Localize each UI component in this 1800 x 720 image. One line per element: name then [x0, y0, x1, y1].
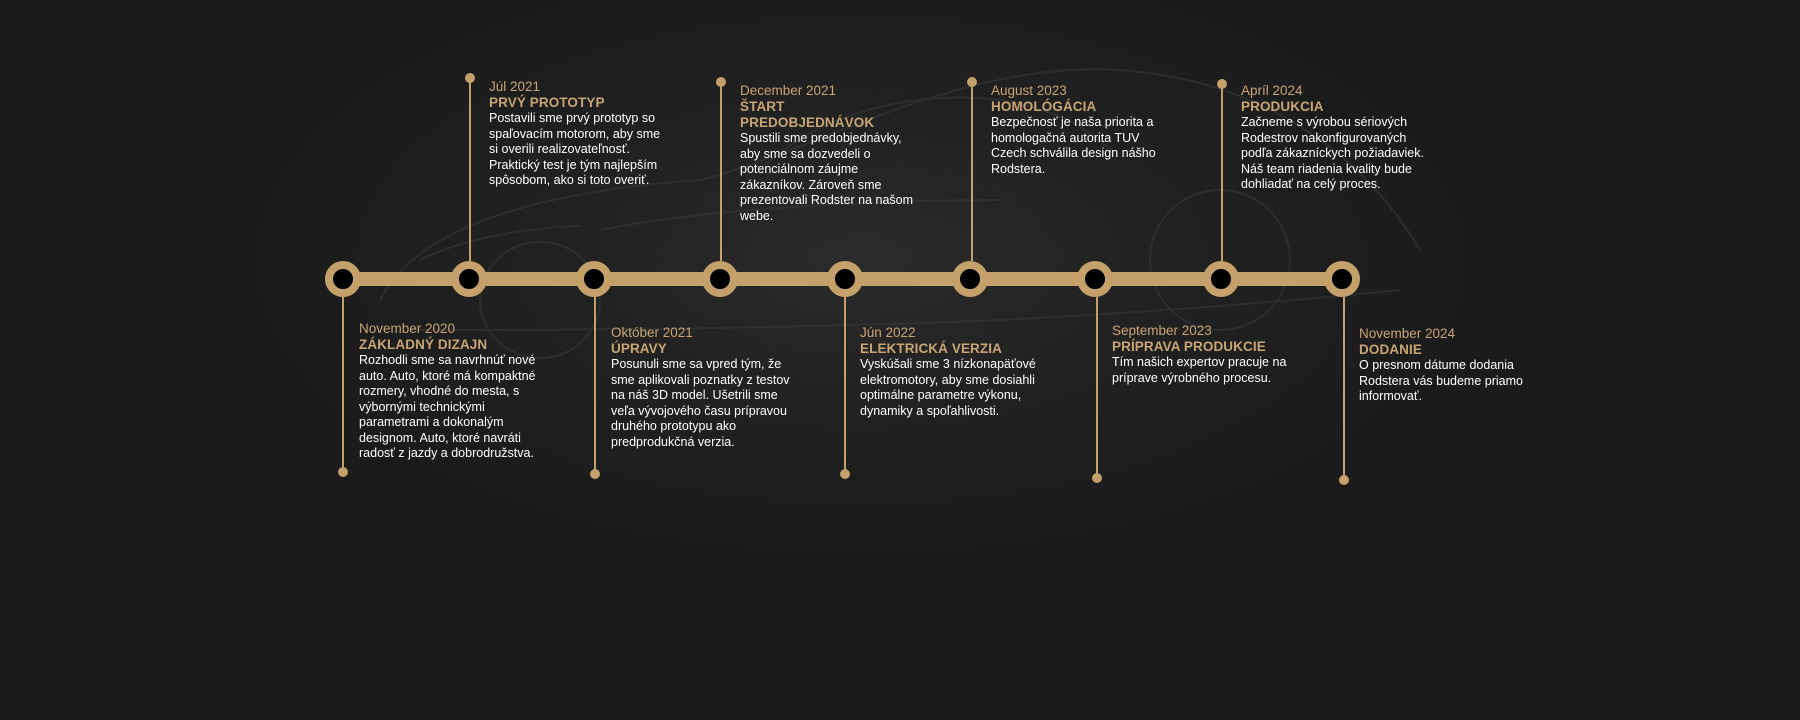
event-description: Postavili sme prvý prototyp so spaľovacím motorom, aby sme si overili realizovateľnosť. Praktický test je tým najlepším spôsobom, ako si toto overiť.: [489, 111, 661, 187]
event-date: November 2020: [359, 321, 456, 336]
event-date: Jún 2022: [860, 325, 916, 340]
timeline-node-8: [1203, 261, 1239, 297]
timeline-event-3: [611, 325, 801, 450]
connector-line-6: [971, 82, 973, 261]
event-title: ÚPRAVY: [611, 341, 667, 356]
connector-line-5: [844, 297, 846, 474]
timeline-node-5: [827, 261, 863, 297]
timeline-node-1: [325, 261, 361, 297]
timeline-event-6: [991, 83, 1171, 177]
timeline-node-4: [702, 261, 738, 297]
event-description: Začneme s výrobou sériových Rodestrov nakonfigurovaných podľa zákazníckych požiadaviek. Náš team riadenia kvality bude dohliadať na celý proces.: [1241, 115, 1424, 191]
event-date: Október 2021: [611, 325, 693, 340]
timeline-event-7: [1112, 323, 1302, 386]
connector-line-8: [1221, 84, 1223, 261]
connector-line-7: [1096, 297, 1098, 478]
event-date: September 2023: [1112, 323, 1212, 338]
connector-dot-5: [840, 469, 850, 479]
connector-dot-8: [1217, 79, 1227, 89]
connector-line-2: [469, 78, 471, 261]
event-title: PRÍPRAVA PRODUKCIE: [1112, 339, 1266, 354]
connector-line-1: [342, 297, 344, 472]
event-date: Apríl 2024: [1241, 83, 1303, 98]
event-title: ZÁKLADNÝ DIZAJN: [359, 337, 488, 352]
timeline-node-3: [576, 261, 612, 297]
connector-line-3: [594, 297, 596, 474]
event-title: DODANIE: [1359, 342, 1422, 357]
event-title: PRODUKCIA: [1241, 99, 1324, 114]
event-description: Posunuli sme sa vpred tým, že sme aplikovali poznatky z testov na náš 3D model. Ušetrili sme veľa vývojového času prípravou druhého prototypu ako predprodukčná verzia.: [611, 357, 790, 449]
event-description: Spustili sme predobjednávky, aby sme sa dozvedeli o potenciálnom záujme zákazníkov. Zároveň sme prezentovali Rodster na našom webe.: [740, 131, 914, 223]
timeline-node-2: [451, 261, 487, 297]
connector-dot-4: [716, 77, 726, 87]
connector-dot-7: [1092, 473, 1102, 483]
connector-dot-6: [967, 77, 977, 87]
event-date: December 2021: [740, 83, 837, 98]
event-title: PRVÝ PROTOTYP: [489, 95, 605, 110]
connector-dot-1: [338, 467, 348, 477]
event-date: Júl 2021: [489, 79, 541, 94]
connector-line-4: [720, 82, 722, 261]
event-description: Tím našich expertov pracuje na príprave výrobného procesu.: [1112, 355, 1287, 385]
event-date: August 2023: [991, 83, 1067, 98]
event-description: Vyskúšali sme 3 nízkonapäťové elektromotory, aby sme dosiahli optimálne parametre výkonu, dynamiky a spoľahlivosti.: [860, 357, 1036, 418]
event-title: ŠTART PREDOBJEDNÁVOK: [740, 99, 875, 130]
event-title: HOMOLÓGÁCIA: [991, 99, 1097, 114]
event-date: November 2024: [1359, 326, 1456, 341]
timeline-event-4: [740, 83, 920, 224]
connector-dot-2: [465, 73, 475, 83]
connector-dot-9: [1339, 475, 1349, 485]
timeline-event-9: [1359, 326, 1544, 405]
event-description: Bezpečnosť je naša priorita a homologačná autorita TUV Czech schválila design nášho Rodstera.: [991, 115, 1156, 176]
timeline-node-7: [1077, 261, 1113, 297]
timeline-event-1: [359, 321, 549, 462]
connector-dot-3: [590, 469, 600, 479]
timeline-node-6: [952, 261, 988, 297]
event-description: O presnom dátume dodania Rodstera vás budeme priamo informovať.: [1359, 358, 1523, 403]
event-description: Rozhodli sme sa navrhnúť nové auto. Auto, ktoré má kompaktné rozmery, vhodné do mesta, s výbornými technickými parametrami a dokonalým designom. Auto, ktoré navráti radosť z jazdy a dobrodružstva.: [359, 353, 536, 460]
timeline-event-5: [860, 325, 1050, 419]
timeline-node-9: [1324, 261, 1360, 297]
event-title: ELEKTRICKÁ VERZIA: [860, 341, 1002, 356]
timeline-event-2: [489, 79, 664, 189]
timeline-event-8: [1241, 83, 1431, 193]
connector-line-9: [1343, 297, 1345, 480]
